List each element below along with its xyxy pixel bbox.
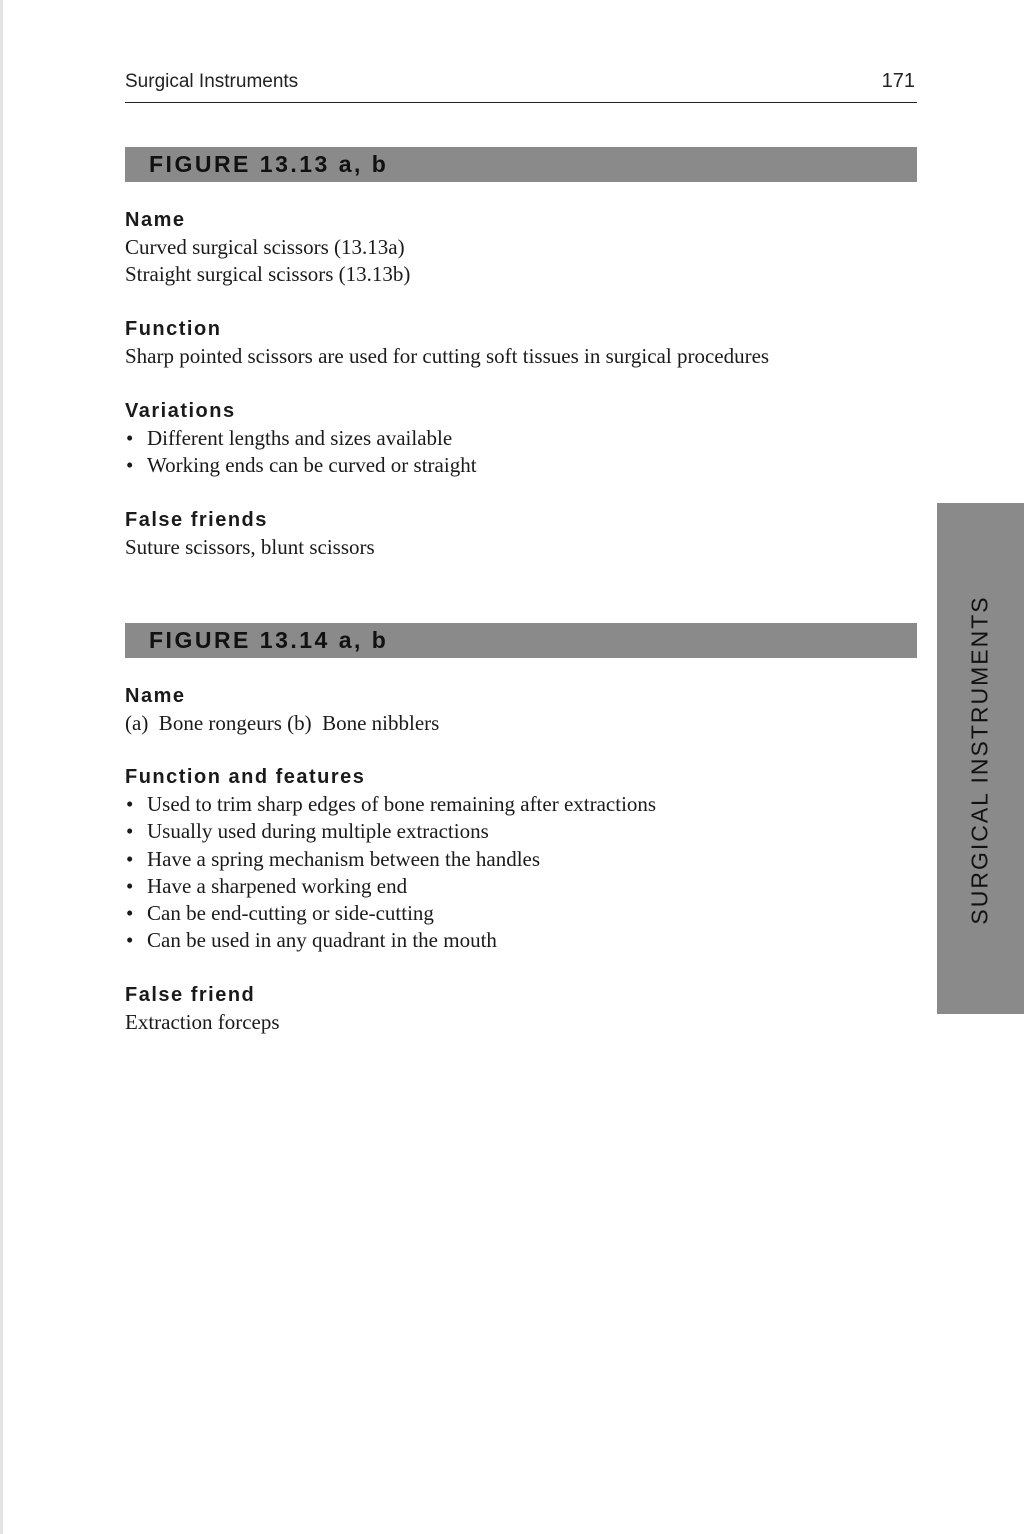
list-item: • Can be end-cutting or side-cutting <box>125 900 925 927</box>
name-heading: Name <box>125 685 186 707</box>
figure-13-14-title: FIGURE 13.14 a, b <box>149 627 389 653</box>
running-title: Surgical Instruments <box>125 71 299 92</box>
section-thumb-tab-label: SURGICAL INSTRUMENTS <box>966 595 993 925</box>
list-item: • Have a sharpened working end <box>125 873 925 900</box>
variations-list <box>125 425 925 480</box>
name-line: Curved surgical scissors (13.13a) <box>125 235 405 259</box>
figure-13-14-false-friend-section <box>125 982 925 1036</box>
figure-13-14-title-bar <box>125 623 917 658</box>
figure-13-13-name-section <box>125 207 925 289</box>
name-heading: Name <box>125 209 186 231</box>
figure-13-13-title: FIGURE 13.13 a, b <box>149 151 389 177</box>
page-number: 171 <box>881 70 915 92</box>
false-friend-heading: False friend <box>125 984 256 1006</box>
section-thumb-tab <box>937 503 1024 1014</box>
function-features-heading: Function and features <box>125 766 366 788</box>
name-text: (a) Bone rongeurs (b) Bone nibblers <box>125 711 440 735</box>
list-item: • Have a spring mechanism between the handles <box>125 846 925 873</box>
list-item: • Used to trim sharp edges of bone remaining after extractions <box>125 791 925 818</box>
false-friend-text: Extraction forceps <box>125 1010 280 1034</box>
list-item: • Usually used during multiple extractions <box>125 818 925 845</box>
name-line: Straight surgical scissors (13.13b) <box>125 262 411 287</box>
figure-13-13-function-section <box>125 316 925 370</box>
function-text: Sharp pointed scissors are used for cutting soft tissues in surgical procedures <box>125 344 770 368</box>
figure-13-13-false-friends-section <box>125 507 925 561</box>
variations-heading: Variations <box>125 400 236 422</box>
function-heading: Function <box>125 318 222 340</box>
list-item: • Working ends can be curved or straight <box>125 452 925 479</box>
features-list <box>125 791 925 955</box>
false-friends-heading: False friends <box>125 509 268 531</box>
figure-13-13-variations-section <box>125 398 925 480</box>
running-header <box>125 70 917 103</box>
list-item: • Different lengths and sizes available <box>125 425 925 452</box>
figure-13-14-name-section <box>125 683 925 737</box>
false-friends-text: Suture scissors, blunt scissors <box>125 535 375 559</box>
list-item: • Can be used in any quadrant in the mouth <box>125 927 925 954</box>
figure-13-14-function-section <box>125 764 925 955</box>
page-edge-rule <box>0 0 3 1534</box>
figure-13-13-title-bar <box>125 147 917 182</box>
